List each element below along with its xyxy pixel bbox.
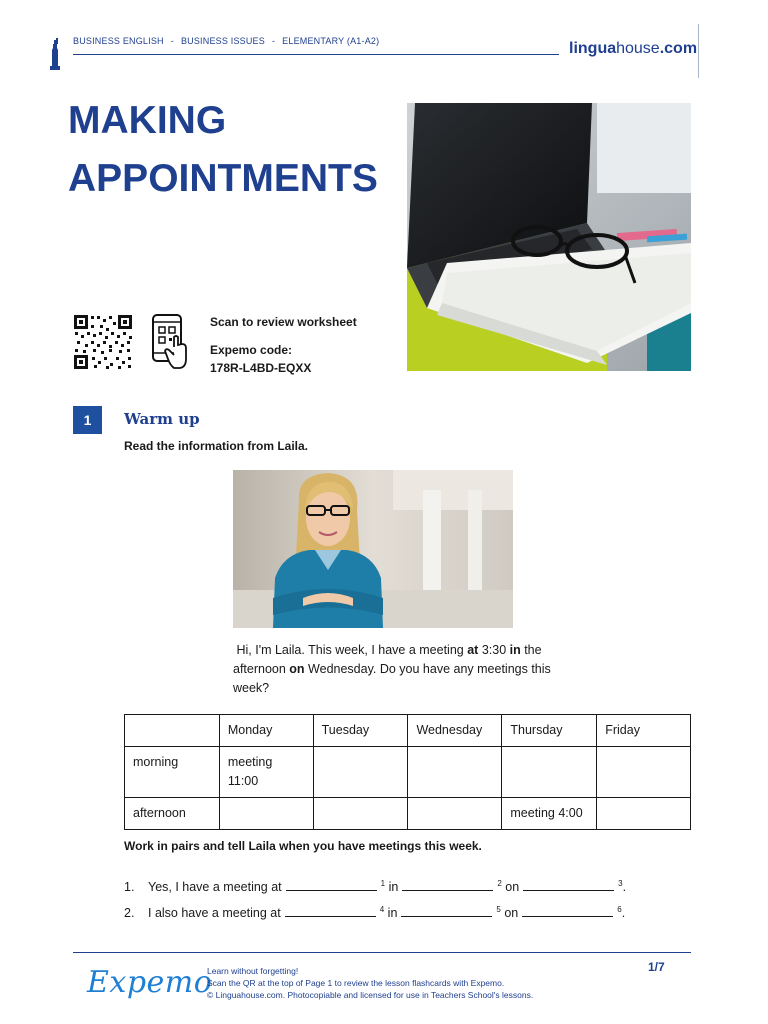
table-cell[interactable]: [313, 798, 408, 830]
answer-blank[interactable]: [286, 879, 377, 891]
title-line: APPOINTMENTS: [68, 157, 378, 200]
instruction: Read the information from Laila.: [124, 439, 309, 453]
exercise-text: in: [388, 880, 399, 894]
footer-divider: [73, 952, 691, 953]
expemo-logo[interactable]: Expemo: [87, 965, 213, 1000]
blank-index: 2: [497, 879, 502, 888]
page-header: [0, 0, 768, 80]
title-line: MAKING: [68, 99, 227, 142]
laila-portrait-photo: [233, 470, 513, 628]
table-header-cell: Wednesday: [408, 715, 502, 747]
statue-of-liberty-icon: [48, 38, 62, 72]
table-cell[interactable]: [597, 798, 691, 830]
table-row: [125, 747, 691, 798]
row-label: morning: [125, 747, 220, 798]
answer-blank[interactable]: [401, 905, 492, 917]
breadcrumb-item[interactable]: ELEMENTARY (A1-A2): [282, 36, 380, 46]
table-cell[interactable]: meeting 4:00: [502, 798, 597, 830]
blank-index: 4: [379, 905, 385, 914]
table-row: [125, 798, 691, 830]
breadcrumb: [73, 36, 379, 46]
laila-speech: [233, 641, 573, 698]
table-header-cell: Monday: [219, 715, 313, 747]
table-cell[interactable]: [219, 798, 313, 830]
scan-info: [210, 313, 357, 377]
speech-text: Wednesday. Do you have any meetings this week?: [233, 662, 551, 695]
blank-index: 6: [617, 905, 622, 914]
speech-bold: on: [289, 662, 305, 676]
exercise-text: in: [387, 906, 398, 920]
speech-text: Hi, I'm Laila. This week, I have a meeting: [236, 643, 468, 657]
table-cell[interactable]: [597, 747, 691, 798]
exercise-number: 1.: [124, 880, 135, 894]
brand-logo[interactable]: [569, 40, 697, 58]
answer-blank[interactable]: [522, 905, 613, 917]
table-cell[interactable]: [408, 798, 502, 830]
table-cell[interactable]: [502, 747, 597, 798]
exercise-item: [124, 905, 625, 920]
footer-copyright: © Linguahouse.com. Photocopiable and licensed for use in Teachers School's lessons.: [207, 990, 534, 1000]
blank-index: 5: [496, 905, 501, 914]
footer-tagline: Learn without forgetting!: [207, 966, 299, 976]
speech-bold: at: [467, 643, 479, 657]
laptop-planner-photo: [407, 103, 691, 371]
schedule-table: [124, 714, 691, 830]
qr-code-icon: [73, 314, 133, 370]
exercise-text: .: [622, 880, 627, 894]
expemo-code-label: Expemo code:: [210, 343, 293, 357]
exercise-text: on: [505, 880, 520, 894]
brand-part: lingua: [569, 40, 617, 57]
header-divider: [73, 54, 559, 55]
exercise-text: .: [621, 906, 626, 920]
page-number: 1/7: [648, 960, 665, 974]
blank-index: 1: [380, 879, 386, 888]
section-title: Warm up: [124, 410, 200, 428]
table-header-cell: [125, 715, 220, 747]
brand-part: .com: [659, 40, 698, 57]
answer-blank[interactable]: [402, 879, 493, 891]
table-header-cell: Friday: [597, 715, 691, 747]
table-header-row: [125, 715, 691, 747]
breadcrumb-separator: -: [170, 36, 174, 46]
header-vertical-rule: [698, 24, 699, 78]
brand-part: house: [616, 40, 660, 57]
table-header-cell: Thursday: [502, 715, 597, 747]
breadcrumb-item[interactable]: BUSINESS ENGLISH: [73, 36, 164, 46]
section-number-badge: 1: [73, 406, 102, 434]
table-header-cell: Tuesday: [313, 715, 408, 747]
blank-index: 3: [618, 879, 623, 888]
scan-label: Scan to review worksheet: [210, 315, 357, 329]
breadcrumb-item[interactable]: BUSINESS ISSUES: [180, 36, 265, 46]
exercise-text: I also have a meeting at: [148, 906, 281, 920]
breadcrumb-separator: -: [271, 36, 276, 46]
exercise-text: Yes, I have a meeting at: [148, 880, 282, 894]
exercise-number: 2.: [124, 906, 135, 920]
phone-scan-icon: [150, 313, 192, 371]
speech-text: the afternoon: [233, 643, 542, 676]
expemo-code: 178R-L4BD-EQXX: [210, 361, 312, 375]
table-cell[interactable]: [408, 747, 502, 798]
speech-text: 3:30: [478, 643, 510, 657]
footer-text: [207, 965, 533, 1001]
exercise-text: on: [504, 906, 519, 920]
exercise-item: [124, 879, 626, 894]
instruction: Work in pairs and tell Laila when you have meetings this week.: [124, 839, 482, 853]
row-label: afternoon: [125, 798, 220, 830]
speech-bold: in: [509, 643, 521, 657]
table-cell[interactable]: [313, 747, 408, 798]
page-title: [68, 92, 408, 208]
answer-blank[interactable]: [285, 905, 376, 917]
table-cell[interactable]: meeting 11:00: [219, 747, 313, 798]
footer-scan-note: Scan the QR at the top of Page 1 to review the lesson flashcards with Expemo.: [207, 978, 505, 988]
answer-blank[interactable]: [523, 879, 614, 891]
